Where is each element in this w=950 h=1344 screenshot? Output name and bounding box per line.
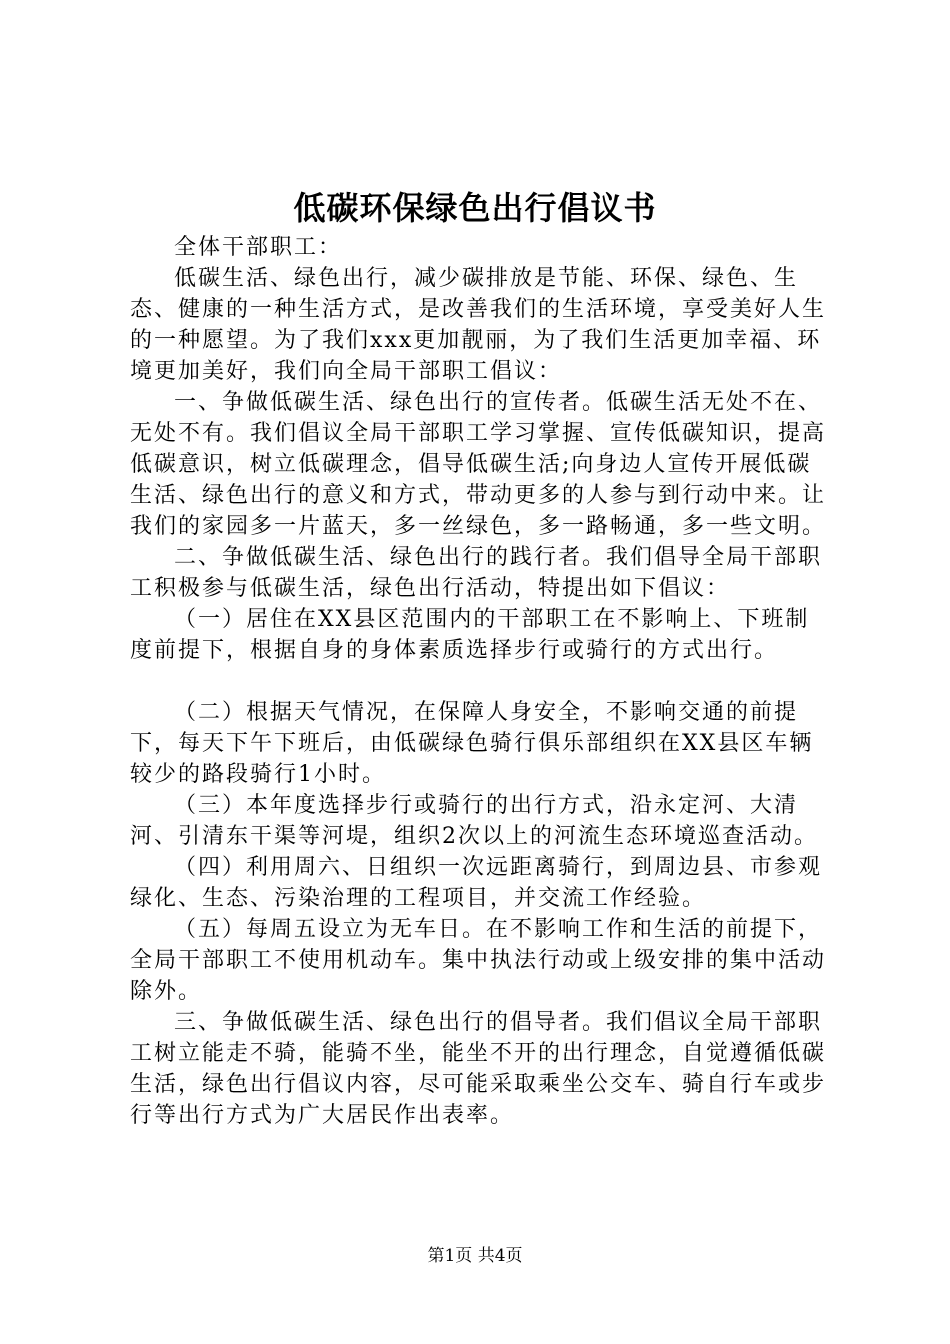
- page-footer: 第1页 共4页: [427, 1246, 523, 1266]
- paragraph-item-3: （三）本年度选择步行或骑行的出行方式，沿永定河、大清河、引清东干渠等河堤，组织2次以上的河流生态环境巡查活动。: [130, 793, 818, 849]
- document-title: 低碳环保绿色出行倡议书: [293, 189, 657, 227]
- paragraph-section-3: 三、争做低碳生活、绿色出行的倡导者。我们倡议全局干部职工树立能走不骑，能骑不坐，能坐不开的出行理念，自觉遵循低碳生活，绿色出行倡议内容，尽可能采取乘坐公交车、骑自行车或步行等出行方式为广大居民作出表率。: [130, 1010, 827, 1128]
- paragraph-section-2: 二、争做低碳生活、绿色出行的践行者。我们倡导全局干部职工积极参与低碳生活，绿色出行活动，特提出如下倡议：: [130, 545, 823, 601]
- paragraph-item-5: （五）每周五设立为无车日。在不影响工作和生活的前提下，全局干部职工不使用机动车。集中执法行动或上级安排的集中活动除外。: [130, 917, 827, 1004]
- paragraph-intro: 低碳生活、绿色出行，减少碳排放是节能、环保、绿色、生态、健康的一种生活方式，是改善我们的生活环境，享受美好人生的一种愿望。为了我们xxx更加靓丽，为了我们生活更加幸福、环境更加美好，我们向全局干部职工倡议：: [130, 266, 827, 384]
- paragraph-item-1: （一）居住在XX县区范围内的干部职工在不影响上、下班制度前提下，根据自身的身体素质选择步行或骑行的方式出行。: [130, 607, 810, 663]
- paragraph-section-1: 一、争做低碳生活、绿色出行的宣传者。低碳生活无处不在、无处不有。我们倡议全局干部职工学习掌握、宣传低碳知识，提高低碳意识，树立低碳理念，倡导低碳生活;向身边人宣传开展低碳生活、绿色出行的意义和方式，带动更多的人参与到行动中来。让我们的家园多一片蓝天，多一丝绿色，多一路畅通，多一些文明。: [130, 390, 827, 539]
- paragraph-item-4: （四）利用周六、日组织一次远距离骑行，到周边县、市参观绿化、生态、污染治理的工程项目，并交流工作经验。: [130, 855, 823, 911]
- salutation: 全体干部职工：: [174, 235, 343, 260]
- document-body: [130, 232, 830, 1131]
- paragraph-item-2: （二）根据天气情况，在保障人身安全，不影响交通的前提下，每天下午下班后，由低碳绿色骑行俱乐部组织在XX县区车辆较少的路段骑行1小时。: [130, 700, 814, 787]
